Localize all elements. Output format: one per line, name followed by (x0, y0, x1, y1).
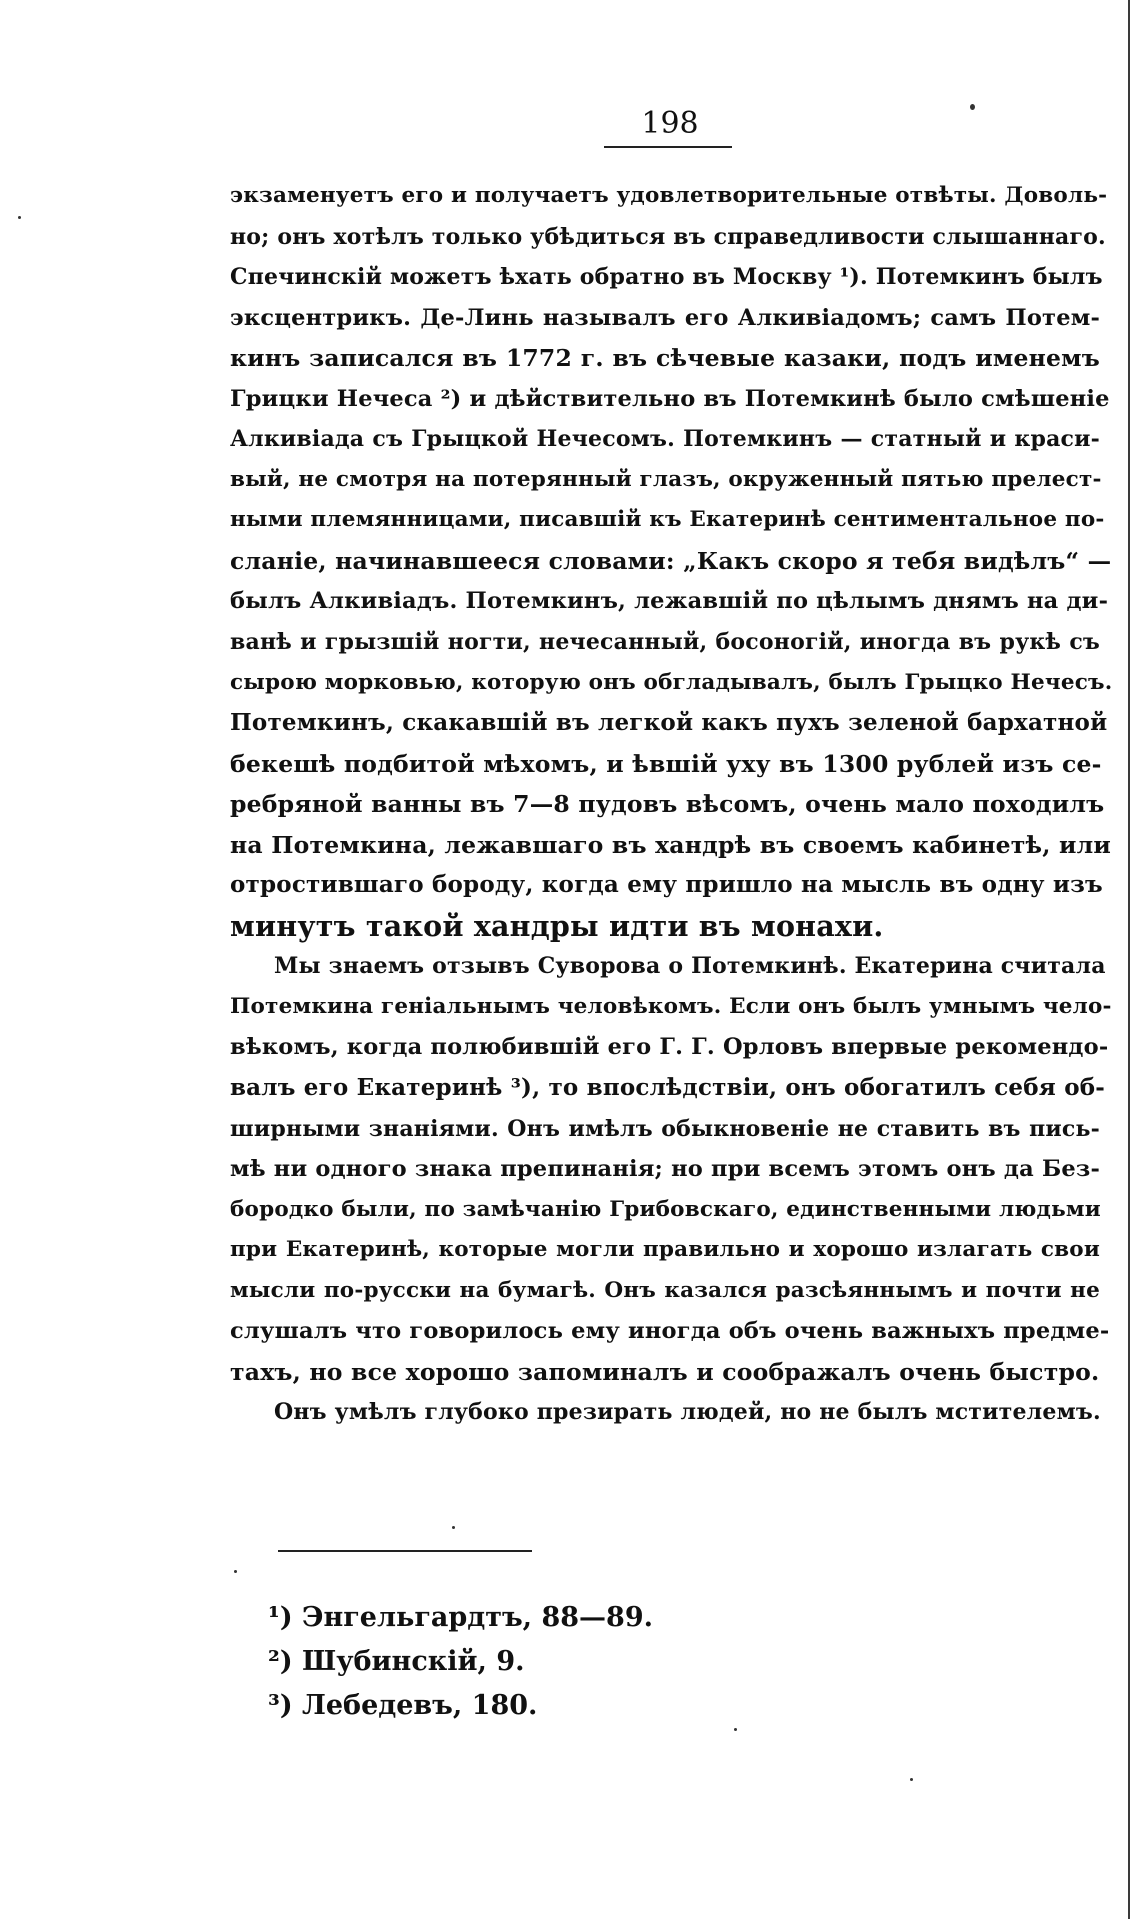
text-line: сланіе, начинавшееся словами: „Какъ скоро я тебя видѣлъ“ — (230, 546, 1112, 575)
text-line: Онъ умѣлъ глубоко презирать людей, но не былъ мстителемъ. (274, 1399, 1101, 1426)
header-rule (604, 146, 732, 148)
text-line: Потемкинъ, скакавшій въ легкой какъ пухъ зеленой бархатной (230, 709, 1108, 737)
text-line: валъ его Екатеринѣ ³), то впослѣдствіи, онъ обогатилъ себя об- (230, 1074, 1106, 1102)
scan-speck (18, 216, 21, 219)
text-line: при Екатеринѣ, которые могли правильно и хорошо излагать свои (230, 1237, 1100, 1263)
paragraph-1 (230, 176, 1113, 946)
text-line: эксцентрикъ. Де-Линь называлъ его Алкивіадомъ; самъ Потем- (230, 304, 1100, 331)
scan-speck (734, 1728, 737, 1731)
text-line: но; онъ хотѣлъ только убѣдиться въ справедливости слышаннаго. (230, 223, 1106, 250)
text-line: Спечинскій можетъ ѣхать обратно въ Москву ¹). Потемкинъ былъ (230, 264, 1103, 291)
text-line: вѣкомъ, когда полюбившій его Г. Г. Орловъ впервые рекомендо- (230, 1034, 1109, 1061)
text-line: мысли по-русски на бумагѣ. Онъ казался разсѣяннымъ и почти не (230, 1277, 1100, 1303)
footnote-rule (278, 1550, 532, 1552)
text-line: сырою морковью, которую онъ обгладывалъ, былъ Грыцко Нечесъ. (230, 669, 1113, 695)
text-line: экзаменуетъ его и получаетъ удовлетворительные отвѣты. Доволь- (230, 183, 1108, 208)
text-line: вый, не смотря на потерянный глазъ, окруженный пятью прелест- (230, 466, 1102, 492)
text-line: минутъ такой хандры идти въ монахи. (230, 908, 884, 943)
footnote-3: ³) Лебедевъ, 180. (268, 1690, 538, 1721)
text-line: мѣ ни одного знака препинанія; но при всемъ этомъ онъ да Без- (230, 1156, 1100, 1183)
text-line: ширными знаніями. Онъ имѣлъ обыкновеніе не ставить въ пись- (230, 1115, 1100, 1142)
text-line: Потемкина геніальнымъ человѣкомъ. Если онъ былъ умнымъ чело- (230, 993, 1112, 1019)
paragraph-2 (230, 946, 1112, 1392)
text-line: бекешѣ подбитой мѣхомъ, и ѣвшій уху въ 1300 рублей изъ се- (230, 749, 1102, 778)
footnotes (268, 1596, 768, 1728)
text-line: Алкивіада съ Грыцкой Нечесомъ. Потемкинъ — статный и краси- (230, 426, 1100, 453)
text-line: ребряной ванны въ 7—8 пудовъ вѣсомъ, очень мало походилъ (230, 790, 1105, 819)
scan-speck (452, 1526, 455, 1529)
footnote-1: ¹) Энгельгардтъ, 88—89. (268, 1602, 654, 1633)
text-line: ванѣ и грызшій ногти, нечесанный, босоногій, иногда въ рукѣ съ (230, 629, 1100, 656)
main-text (230, 176, 1113, 1433)
text-line: бородко были, по замѣчанію Грибовскаго, единственными людьми (230, 1196, 1101, 1222)
text-line: на Потемкина, лежавшаго въ хандрѣ въ своемъ кабинетѣ, или (230, 830, 1112, 859)
page-edge-line (1128, 0, 1130, 1919)
page-number: 198 (641, 106, 699, 141)
scan-speck (234, 1570, 237, 1573)
text-line: слушалъ что говорилось ему иногда объ очень важныхъ предме- (230, 1318, 1110, 1345)
text-line: отростившаго бороду, когда ему пришло на мысль въ одну изъ (230, 871, 1103, 899)
text-line: Грицки Нечеса ²) и дѣйствительно въ Потемкинѣ было смѣшеніе (230, 385, 1110, 412)
scan-speck (970, 104, 975, 110)
footnote-2: ²) Шубинскій, 9. (268, 1646, 525, 1677)
text-line: Мы знаемъ отзывъ Суворова о Потемкинѣ. Екатерина считала (274, 953, 1106, 980)
text-line: былъ Алкивіадъ. Потемкинъ, лежавшій по цѣлымъ днямъ на ди- (230, 588, 1109, 615)
text-line: ными племянницами, писавшій къ Екатеринѣ сентиментальное по- (230, 507, 1105, 533)
text-line: кинъ записался въ 1772 г. въ сѣчевые казаки, подъ именемъ (230, 344, 1100, 373)
paragraph-3 (230, 1392, 1100, 1433)
text-line: тахъ, но все хорошо запоминалъ и соображалъ очень быстро. (230, 1357, 1100, 1386)
scan-speck (910, 1778, 913, 1781)
